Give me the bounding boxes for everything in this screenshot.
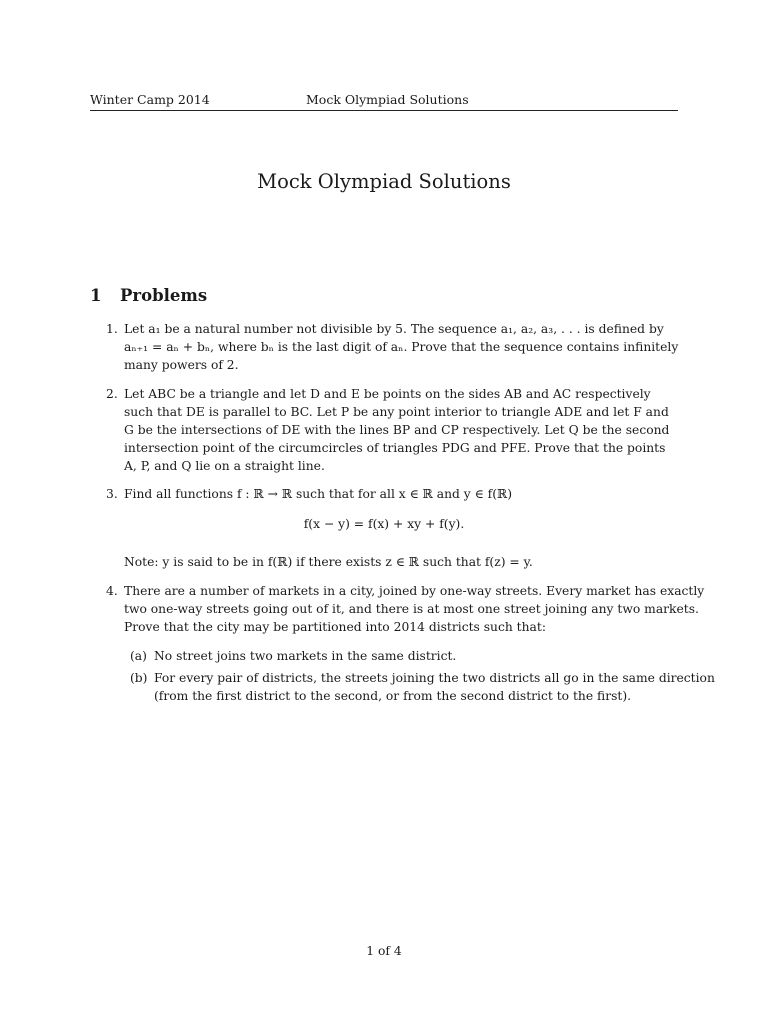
- problem-number: 1.: [106, 322, 118, 336]
- part-line: (from the first district to the second, or from the second district to the first).: [154, 689, 632, 703]
- problem-line: G be the intersections of DE with the lines BP and CP respectively. Let Q be the second: [124, 423, 670, 437]
- problem-line: two one-way streets going out of it, and there is at most one street joining any two markets.: [124, 602, 699, 616]
- problem-3-note: [106, 553, 678, 571]
- running-header: [90, 92, 678, 111]
- page-title: Mock Olympiad Solutions: [257, 170, 511, 193]
- problem-number: 3.: [106, 487, 118, 501]
- problem-1: [106, 320, 678, 374]
- part-line: For every pair of districts, the streets joining the two districts all go in the same direction: [154, 671, 715, 685]
- problem-line: A, P, and Q lie on a straight line.: [124, 459, 325, 473]
- header-center: Mock Olympiad Solutions: [306, 92, 469, 107]
- part-line: No street joins two markets in the same district.: [154, 649, 457, 663]
- problem-4-part-b: [130, 669, 715, 705]
- part-label: (a): [130, 649, 147, 663]
- page-number: 1 of 4: [366, 944, 402, 958]
- problem-line: many powers of 2.: [124, 358, 239, 372]
- problem-line: Prove that the city may be partitioned into 2014 districts such that:: [124, 620, 546, 634]
- part-label: (b): [130, 671, 148, 685]
- header-left: Winter Camp 2014: [90, 92, 210, 107]
- problem-line: Find all functions f : ℝ → ℝ such that for all x ∈ ℝ and y ∈ f(ℝ): [124, 487, 513, 501]
- problem-line: aₙ₊₁ = aₙ + bₙ, where bₙ is the last digit of aₙ. Prove that the sequence contains infinitely: [124, 340, 679, 354]
- problem-line: Let a₁ be a natural number not divisible by 5. The sequence a₁, a₂, a₃, . . . is defined by: [124, 322, 664, 336]
- problem-line: There are a number of markets in a city, joined by one-way streets. Every market has exactly: [124, 584, 705, 598]
- problem-number: 2.: [106, 387, 118, 401]
- problem-line: such that DE is parallel to BC. Let P be any point interior to triangle ADE and let F and: [124, 405, 669, 419]
- problem-2: [106, 385, 678, 475]
- section-heading: [90, 286, 207, 305]
- problem-number: 4.: [106, 584, 118, 598]
- functional-equation: f(x − y) = f(x) + xy + f(y).: [303, 517, 465, 531]
- problem-line: Let ABC be a triangle and let D and E be points on the sides AB and AC respectively: [124, 387, 651, 401]
- problem-3: [106, 485, 678, 503]
- problem-4-part-a: [130, 647, 678, 665]
- section-number: 1: [90, 286, 102, 305]
- section-title: Problems: [120, 286, 208, 305]
- note-line: Note: y is said to be in f(ℝ) if there exists z ∈ ℝ such that f(z) = y.: [124, 555, 533, 569]
- problem-line: intersection point of the circumcircles of triangles PDG and PFE. Prove that the points: [124, 441, 666, 455]
- problem-4: [106, 582, 705, 636]
